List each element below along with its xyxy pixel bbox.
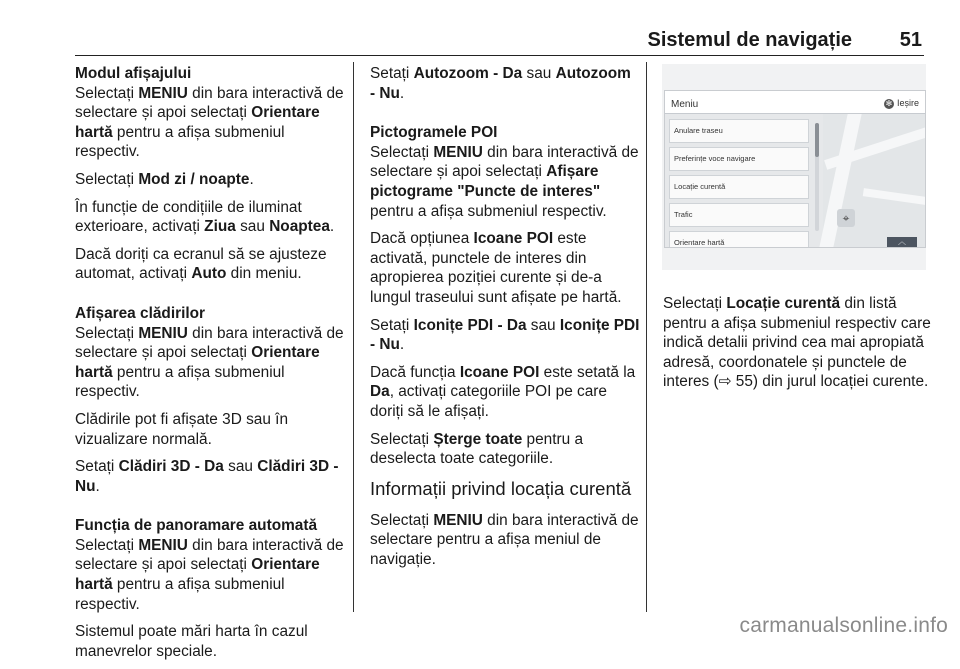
location-pin-icon: ⌖: [837, 209, 855, 227]
paragraph: Dacă opțiunea Icoane POI este activată, punctele de interes din apropierea poziției curente și de-a lungul traseului sunt afișate pe hartă.: [370, 230, 622, 306]
paragraph: Dacă doriți ca ecranul să se ajusteze automat, activați Auto din meniu.: [75, 245, 327, 283]
paragraph: Selectați MENIU din bara interactivă de selectare și apoi selectați Orientare hartă pentru a afișa submeniul respectiv.: [75, 84, 344, 161]
paragraph: Selectați MENIU din bara interactivă de selectare și apoi selectați Afișare pictograme "Puncte de interes" pentru a afișa submeniul respectiv.: [370, 143, 639, 220]
page-header: [0, 0, 960, 52]
chapter-title: Sistemul de navigație: [647, 29, 852, 51]
paragraph: Dacă funcția Icoane POI este setată la Da, activați categoriile POI pe care doriți să le afișați.: [370, 363, 636, 420]
screen-illustration: [662, 64, 926, 270]
page-reference-icon: ⇨: [718, 373, 732, 391]
gear-icon: ✻: [885, 99, 893, 108]
watermark: carmanualsonline.info: [739, 614, 948, 637]
scrollbar: [815, 123, 819, 231]
menu-item: Trafic: [669, 203, 809, 227]
paragraph: Selectați MENIU din bara interactivă de selectare și apoi selectați Orientare hartă pentru a afișa submeniul respectiv.: [75, 324, 344, 401]
section-heading: Modul afișajului: [75, 65, 192, 82]
paragraph: Selectați MENIU din bara interactivă de selectare pentru a afișa meniul de navigație.: [370, 511, 639, 568]
column-1: [75, 64, 345, 669]
header-rule: [75, 55, 924, 56]
paragraph: Setați Clădiri 3D - Da sau Clădiri 3D - Nu.: [75, 458, 339, 495]
paragraph: Sistemul poate mări harta în cazul manevrelor speciale.: [75, 623, 308, 660]
column-divider: [353, 62, 354, 612]
paragraph: Setați Iconițe PDI - Da sau Iconițe PDI - Nu.: [370, 316, 640, 354]
paragraph: Clădirile pot fi afișate 3D sau în vizualizare normală.: [75, 410, 289, 448]
column-2: [370, 64, 640, 577]
exit-button: ✻ Ieșire: [885, 98, 919, 108]
column-divider: [646, 62, 647, 612]
section-heading: Funcția de panoramare automată: [75, 517, 318, 535]
menu-item: Orientare hartă: [669, 231, 809, 248]
menu-item: Anulare traseu: [669, 119, 809, 143]
paragraph: Setați Autozoom - Da sau Autozoom - Nu.: [370, 65, 631, 102]
section-heading: Afișarea clădirilor: [75, 304, 206, 322]
chevron-up-icon: ︿: [887, 237, 917, 247]
paragraph: Selectați Locație curentă din listă pentru a afișa submeniul respectiv care indică detalii privind cea mai apropiată adresă, coordonatele și punctele de interes (⇨ 55) din jurul locației curente.: [663, 295, 931, 391]
menu-item: Locație curentă: [669, 175, 809, 199]
menu-item: Preferințe voce navigare: [669, 147, 809, 171]
paragraph: În funcție de condițiile de iluminat exterioare, activați Ziua sau Noaptea.: [75, 198, 335, 236]
section-heading-large: Informații privind locația curentă: [370, 477, 632, 499]
section-heading: Pictogramele POI: [370, 124, 498, 142]
paragraph: Selectați Mod zi / noapte.: [75, 170, 254, 188]
menu-list: [669, 119, 809, 248]
paragraph: Selectați MENIU din bara interactivă de selectare și apoi selectați Orientare hartă pentru a afișa submeniul respectiv.: [75, 536, 344, 613]
column-3: [663, 64, 933, 400]
screen-title-bar: [665, 91, 925, 114]
screen-title: Meniu: [671, 99, 699, 110]
infotainment-screen: [664, 90, 926, 248]
paragraph: Selectați Șterge toate pentru a deselecta toate categoriile.: [370, 430, 584, 468]
page-number: 51: [899, 29, 922, 51]
